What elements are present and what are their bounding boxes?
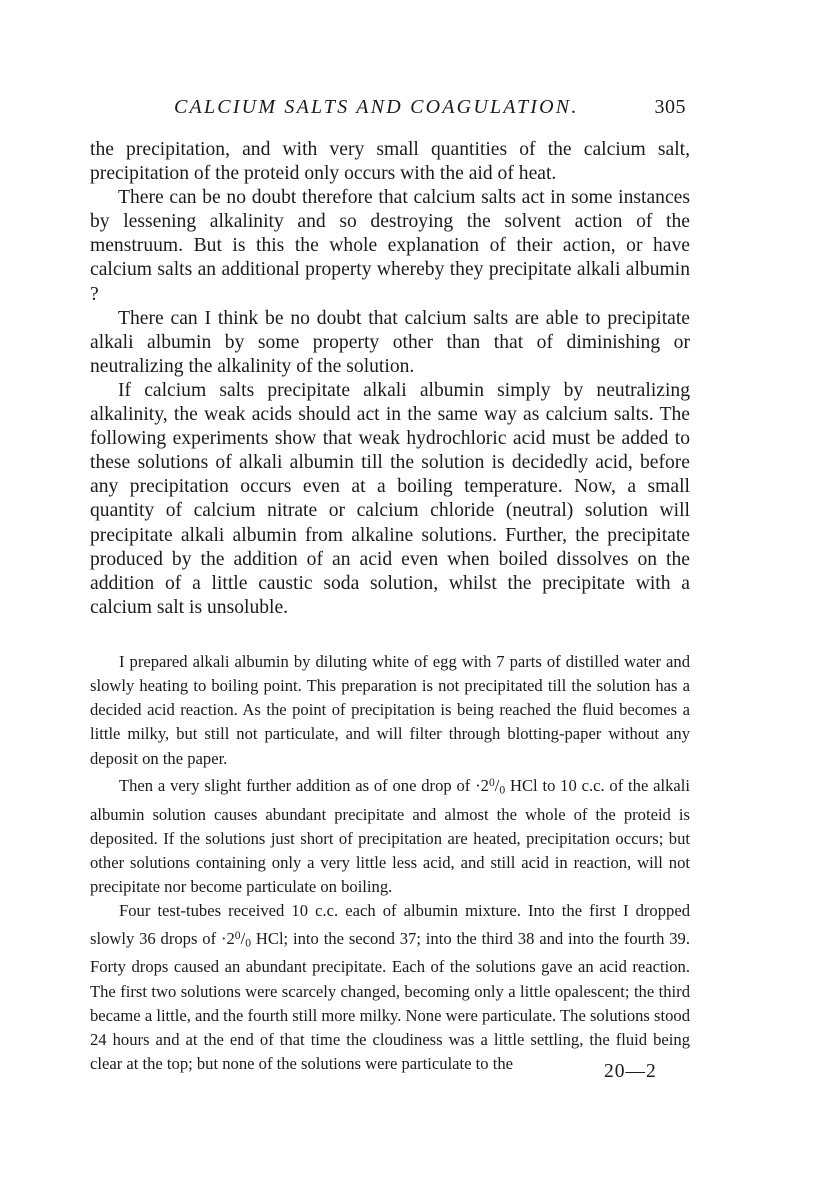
page-number: 305 [654,96,686,118]
text-run: HCl to 10 c.c. of the alkali albumin solution causes abundant precipitate and almost the whole of the proteid is deposited. If the solutions just short of precipitation are heated, precipitation occurs; but other solutions containing only a very little less acid, and still acid in reaction, will not precipitate nor become particulate on boiling. [90,776,690,897]
experiment-paragraph: I prepared alkali albumin by diluting white of egg with 7 parts of distilled water and slowly heating to boiling point. This preparation is not precipitated till the solution has a decided acid reaction. As the point of precipitation is being reached the fluid becomes a little milky, but still not particulate, and will filter through blotting-paper without any deposit on the paper. [90,651,690,768]
running-head [90,96,690,122]
paragraph: If calcium salts precipitate alkali albumin simply by neutralizing alkalinity, the weak acids should act in the same way as calcium salts. The following experiments show that weak hydrochloric acid must be added to these solutions of alkali albumin till the solution is decidedly acid, before any precipitation occurs even at a boiling temperature. Now, a small quantity of calcium nitrate or calcium chloride (neutral) solution will precipitate alkali albumin from alkaline solutions. Further, the precipitate produced by the addition of an acid even when boiled dissolves on the addition of a little caustic soda solution, whilst the precipitate with a calcium salt is unsoluble. [90,379,690,618]
experiment-paragraph [90,899,690,1076]
text-run: Four test-tubes received 10 c.c. each of albumin mixture. Into the first I dropped slowly 36 drops of [90,901,690,948]
running-head-title: CALCIUM SALTS AND COAGULATION. [174,96,579,118]
text-run: Then a very slight further addition as of one drop of [119,776,476,796]
concentration-value: ·2 [220,928,235,948]
signature-mark: 20—2 [604,1061,657,1082]
experiment-paragraph [90,771,690,900]
percent-sign-bottom: 0 [245,936,252,950]
percent-sign-top: 0 [234,928,241,942]
section-gap [90,620,690,650]
percent-sign-slash: / [240,928,246,948]
body-text [90,138,690,1076]
percent-sign-bottom: 0 [499,783,506,797]
paragraph-continuation: the precipitation, and with very small quantities of the calcium salt, precipitation of the proteid only occurs with the aid of heat. [90,139,690,185]
percent-sign-slash: / [494,776,500,796]
percent-sign-top: 0 [488,775,495,789]
text-run: HCl; into the second 37; into the third 38 and into the fourth 39. Forty drops caused an abundant precipitate. Each of the solutions gave an acid reaction. The first two solutions were scarcely changed, becoming only a little opalescent; the third became a little, and the fourth still more milky. None were particulate. The solutions stood 24 hours and at the end of that time the cloudiness was a little settling, the fluid being clear at the top; but none of the solutions were particulate to the [90,928,690,1074]
concentration-value: ·2 [475,776,489,796]
paragraph: There can I think be no doubt that calcium salts are able to precipitate alkali albumin by some property other than that of diminishing or neutralizing the alkalinity of the solution. [90,307,690,377]
paragraph: There can be no doubt therefore that calcium salts act in some instances by lessening alkalinity and so destroying the solvent action of the menstruum. But is this the whole explanation of their action, or have calcium salts an additional property whereby they precipitate alkali albumin ? [90,187,690,305]
